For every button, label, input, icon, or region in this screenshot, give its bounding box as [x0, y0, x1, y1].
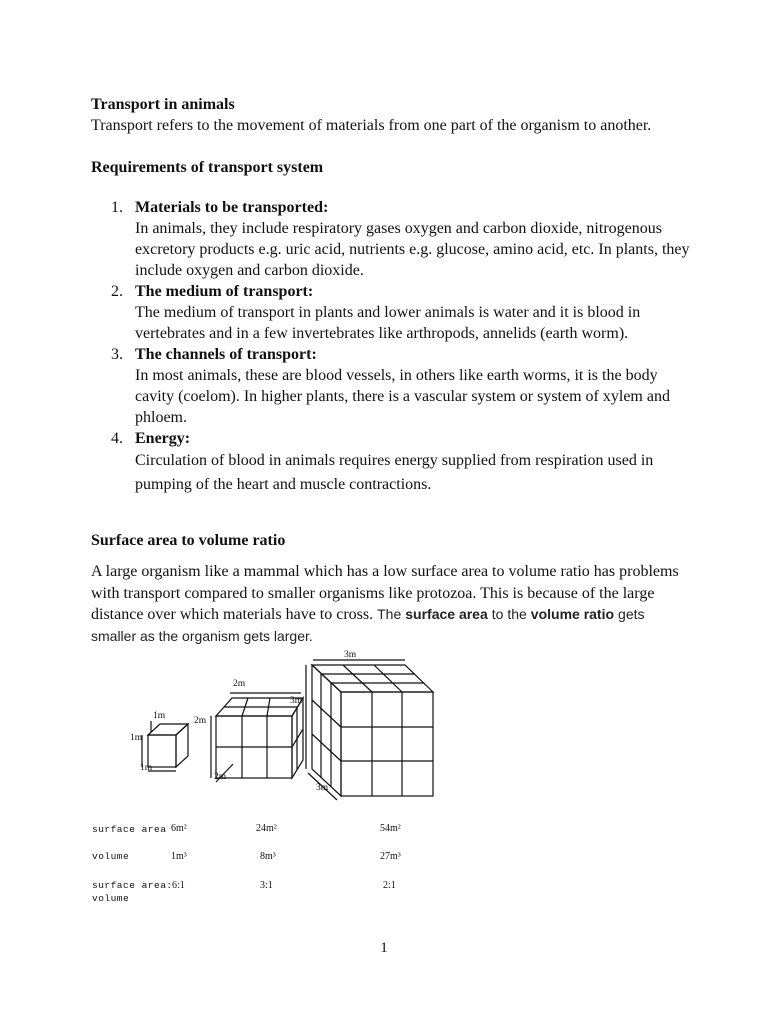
- list-item-body: The medium of transport in plants and lower animals is water and it is blood in vertebrates and in a few invertebrates like arthropods, annelids (earth worm).: [135, 304, 641, 342]
- list-item-title: The channels of transport:: [135, 346, 317, 363]
- dimension-label: 2m: [214, 772, 227, 782]
- paragraph-bold-term: volume ratio: [530, 606, 615, 622]
- table-cell: 2:1: [383, 880, 396, 891]
- list-item-body: In animals, they include respiratory gases oxygen and carbon dioxide, nitrogenous excretory products e.g. uric acid, nutrients e.g. glucose, amino acid, etc. In plants, they include oxygen and carbon dioxide.: [135, 220, 690, 279]
- table-cell: 8m³: [260, 851, 276, 862]
- paragraph-tail-text: The: [377, 606, 402, 622]
- paragraph-bold-term: surface area: [405, 606, 488, 622]
- paragraph-main-text: A large organism like a mammal which has a low surface area to volume ratio has problems with transport compared to smaller organisms like protozoa. This is because of the large distance over which materials have to cross.: [91, 563, 679, 623]
- table-cell: 27m³: [380, 851, 401, 862]
- dimension-label: 2m: [194, 716, 207, 726]
- transport-definition: Transport refers to the movement of materials from one part of the organism to another.: [91, 117, 652, 134]
- grid-line: [312, 700, 341, 727]
- cube-2m: [211, 693, 303, 782]
- surface-area-paragraph: [91, 561, 691, 647]
- list-item: [91, 197, 691, 281]
- grid-line: [312, 734, 341, 761]
- list-item-title: Energy:: [135, 430, 191, 447]
- title-transport-in-animals: Transport in animals: [91, 96, 235, 113]
- requirements-list: [91, 197, 691, 497]
- page-number: 1: [380, 940, 388, 956]
- cube-3m: [306, 660, 433, 800]
- list-number: 2.: [111, 283, 123, 300]
- dimension-label: 3m: [290, 696, 303, 706]
- list-number: 3.: [111, 346, 123, 363]
- table-row-label: surface area:: [92, 880, 173, 891]
- table-cell: 24m²: [256, 823, 277, 834]
- cube-ratio-diagram: [85, 640, 445, 910]
- heading-requirements: Requirements of transport system: [91, 159, 324, 176]
- list-item: [91, 281, 691, 344]
- heading-surface-area-ratio: Surface area to volume ratio: [91, 532, 286, 549]
- grid-line: [343, 665, 372, 692]
- cube-face: [176, 724, 188, 767]
- table-row-label: surface area: [92, 824, 167, 835]
- list-item-body: Circulation of blood in animals requires energy supplied from respiration used in pumping of the heart and muscle contractions.: [135, 452, 654, 493]
- paragraph-tail-text: gets smaller as the organism gets larger.: [91, 606, 645, 644]
- dimension-label: 3m: [344, 650, 357, 660]
- paragraph-tail-text: to the: [491, 606, 527, 622]
- dimension-label: 2m: [233, 679, 246, 689]
- dimension-label: 1m: [140, 763, 153, 773]
- cube-face: [148, 735, 176, 767]
- grid-line: [374, 665, 402, 692]
- table-row-label: volume: [92, 851, 130, 862]
- dimension-label: 3m: [316, 783, 329, 793]
- table-cell: 6m²: [171, 823, 187, 834]
- list-number: 4.: [111, 430, 123, 447]
- cube-face: [312, 665, 433, 692]
- list-number: 1.: [111, 199, 123, 216]
- table-row-label: volume: [92, 893, 130, 904]
- cube-face: [312, 665, 341, 796]
- list-item-title: The medium of transport:: [135, 283, 314, 300]
- list-item-title: Materials to be transported:: [135, 199, 329, 216]
- table-cell: 1m³: [171, 851, 187, 862]
- dimension-label: 1m: [153, 711, 166, 721]
- table-cell: 3:1: [260, 880, 273, 891]
- table-cell: 54m²: [380, 823, 401, 834]
- list-item: [91, 344, 691, 428]
- dimension-label: 1m: [130, 733, 143, 743]
- table-cell: 6:1: [172, 880, 185, 891]
- cube-face: [341, 692, 433, 796]
- list-item-body: In most animals, these are blood vessels, in others like earth worms, it is the body cavity (coelom). In higher plants, there is a vascular system or system of xylem and phloem.: [135, 367, 670, 426]
- list-item: [91, 428, 691, 497]
